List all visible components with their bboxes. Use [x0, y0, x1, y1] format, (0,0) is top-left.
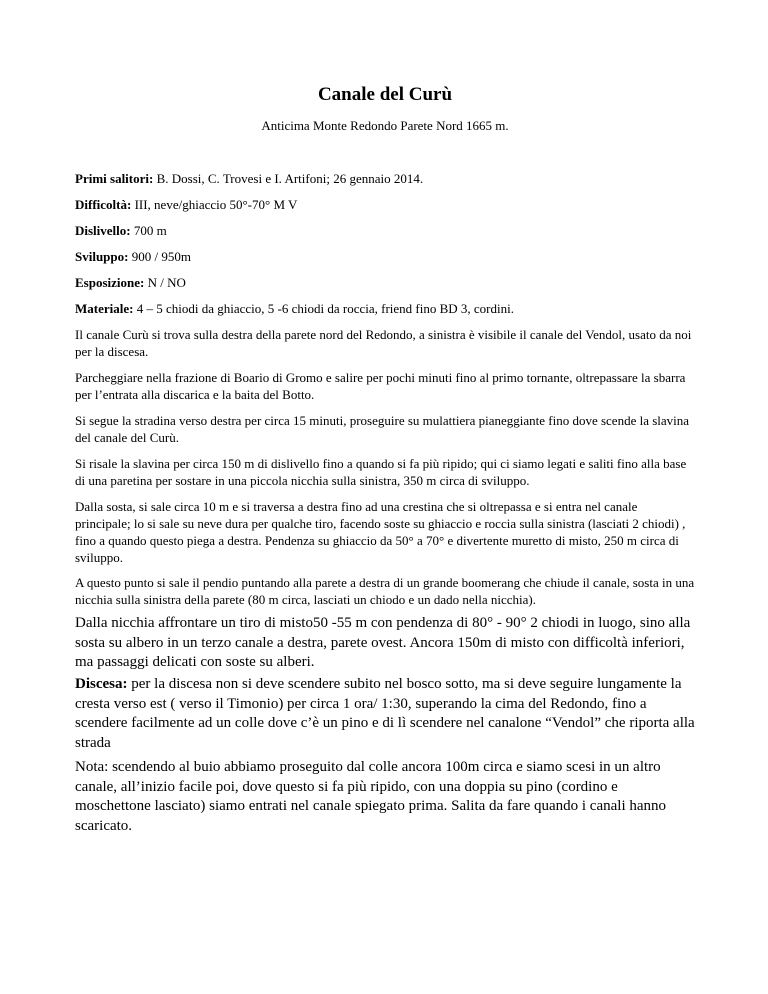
- paragraph-stradina: Si segue la stradina verso destra per circa 15 minuti, proseguire su mulattiera pianeggiante fino dove scende la slavina del canale del Curù.: [75, 413, 690, 445]
- document-subtitle: Anticima Monte Redondo Parete Nord 1665 m.: [261, 118, 509, 133]
- field-esposizione: [75, 274, 695, 291]
- field-label: Esposizione:: [75, 275, 145, 290]
- paragraph-boomerang: A questo punto si sale il pendio puntando alla parete a destra di un grande boomerang che chiude il canale, sosta in una nicchia sulla sinistra della parete (80 m circa, lasciati un chiodo e un dado nella nicchia).: [75, 575, 695, 607]
- field-label: Primi salitori:: [75, 171, 154, 186]
- field-label: Dislivello:: [75, 223, 131, 238]
- document-title: Canale del Curù: [317, 84, 453, 105]
- field-label: Difficoltà:: [75, 197, 132, 212]
- field-materiale: [75, 300, 695, 317]
- discesa-label: Discesa:: [75, 676, 128, 692]
- paragraph-nota: Nota: scendendo al buio abbiamo proseguito dal colle ancora 100m circa e siamo scesi in un altro canale, all’inizio facile poi, dove questo si fa più ripido, con una doppia su pino (cordino e moschettone lasciato) siamo entrati nel canale spiegato prima. Salita da fare quando i canali hanno scaricato.: [75, 759, 667, 834]
- field-label: Materiale:: [75, 301, 134, 316]
- discesa-text: per la discesa non si deve scendere subito nel bosco sotto, ma si deve seguire lungamente la cresta verso est ( verso il Timonio) per circa 1 ora/ 1:30, superando la cima del Redondo, fino a scendere facilmente ad un colle dove c’è un pino e di lì scendere nel canalone “Vendol” che riporta alla strada: [75, 676, 695, 751]
- field-value: 700 m: [130, 223, 167, 238]
- field-value: III, neve/ghiaccio 50°-70° M V: [131, 197, 298, 212]
- field-difficolta: [75, 196, 695, 213]
- field-primi-salitori: [75, 170, 695, 187]
- field-value: 4 – 5 chiodi da ghiaccio, 5 -6 chiodi da roccia, friend fino BD 3, cordini.: [133, 301, 514, 316]
- field-sviluppo: [75, 248, 695, 265]
- field-value: 900 / 950m: [128, 249, 191, 264]
- paragraph-parcheggio: Parcheggiare nella frazione di Boario di Gromo e salire per pochi minuti fino al primo tornante, oltrepassare la sbarra per l’entrata alla discarica e la baita del Botto.: [75, 370, 686, 402]
- paragraph-slavina: Si risale la slavina per circa 150 m di dislivello fino a quando si fa più ripido; qui ci siamo legati e saliti fino alla base di una paretina per sostare in una piccola nicchia sulla sinistra, 350 m circa di sviluppo.: [75, 456, 687, 488]
- paragraph-sosta: Dalla sosta, si sale circa 10 m e si traversa a destra fino ad una crestina che si oltrepassa e si entra nel canale principale; lo si sale su neve dura per qualche tiro, facendo soste su ghiaccio e roccia sulla sinistra (lasciati 2 chiodi) , fino a quando questo piega a destra. Pendenza su ghiaccio da 50° a 70° e divertente muretto di misto, 250 m circa di sviluppo.: [75, 499, 686, 565]
- field-value: B. Dossi, C. Trovesi e I. Artifoni; 26 gennaio 2014.: [153, 171, 424, 186]
- paragraph-discesa: [75, 675, 695, 753]
- field-value: N / NO: [144, 275, 186, 290]
- field-label: Sviluppo:: [75, 249, 129, 264]
- paragraph-nicchia: Dalla nicchia affrontare un tiro di misto50 -55 m con pendenza di 80° - 90° 2 chiodi in luogo, sino alla sosta su albero in un terzo canale a destra, parete ovest. Ancora 150m di misto con difficoltà inferiori, ma passaggi delicati con soste su alberi.: [75, 615, 691, 670]
- field-dislivello: [75, 222, 695, 239]
- paragraph-intro: Il canale Curù si trova sulla destra della parete nord del Redondo, a sinistra è visibile il canale del Vendol, usato da noi per la discesa.: [75, 327, 692, 359]
